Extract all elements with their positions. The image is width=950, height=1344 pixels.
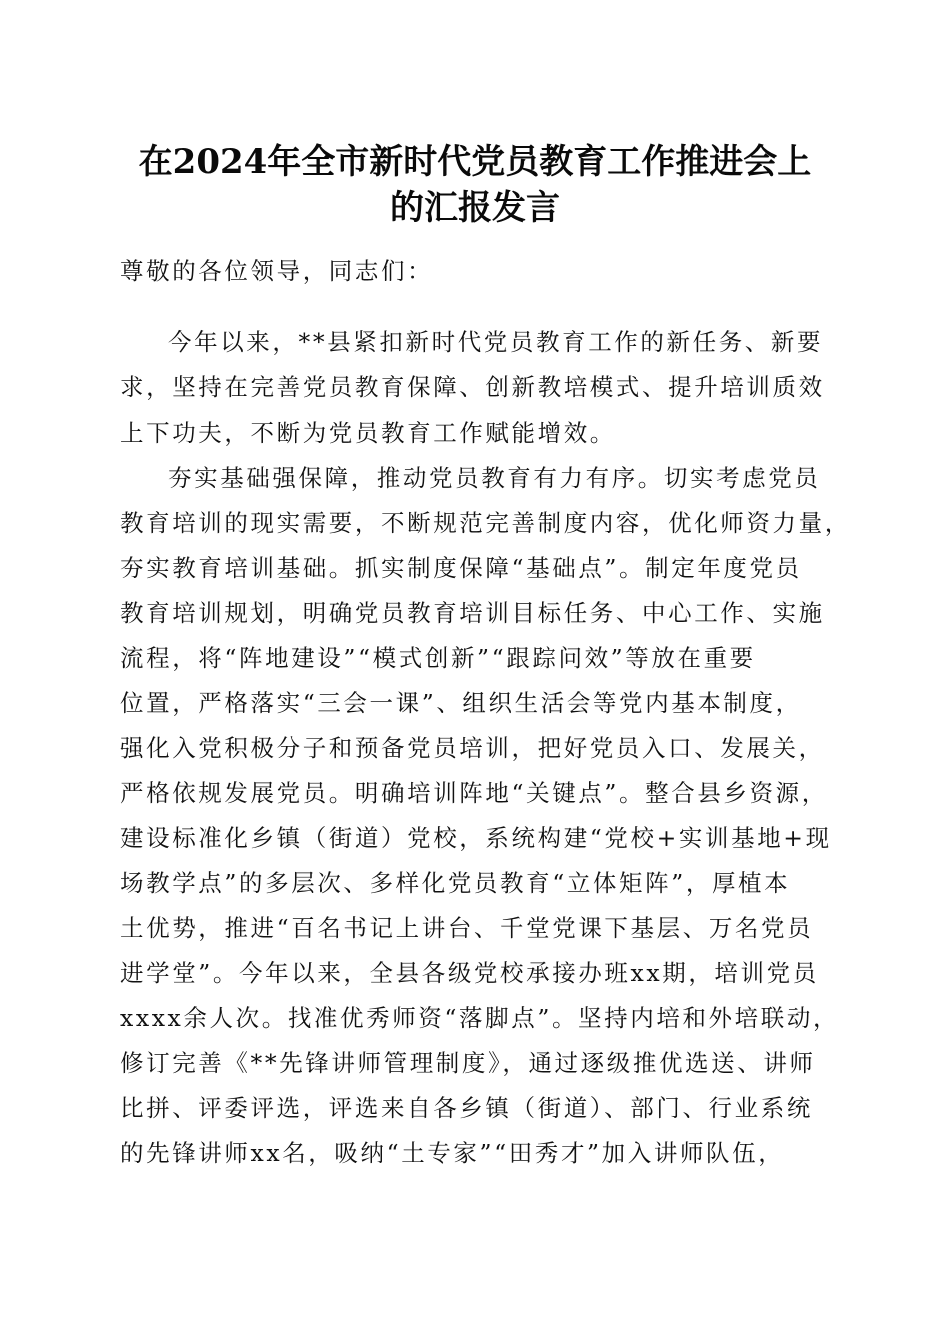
paragraph-2-line: 土优势，推进“百名书记上讲台、千堂党课下基层、万名党员 (120, 914, 814, 942)
paragraph-2-line: 严格依规发展党员。明确培训阵地“关键点”。整合县乡资源， (120, 779, 828, 807)
paragraph-1-line: 求，坚持在完善党员教育保障、创新教培模式、提升培训质效 (120, 373, 825, 401)
paragraph-2-line: 比拼、评委评选，评选来自各乡镇（街道）、部门、行业系统 (120, 1094, 813, 1122)
paragraph-2-line: 位置，严格落实“三会一课”、组织生活会等党内基本制度， (120, 689, 802, 717)
paragraph-2-line: 强化入党积极分子和预备党员培训，把好党员入口、发展关， (120, 734, 825, 762)
paragraph-2-line: 教育培训规划，明确党员教育培训目标任务、中心工作、实施 (120, 599, 825, 627)
document-title-line-2: 的汇报发言 (390, 188, 560, 228)
paragraph-1-line: 今年以来，**县紧扣新时代党员教育工作的新任务、新要 (168, 328, 824, 356)
paragraph-2-line: 场教学点”的多层次、多样化党员教育“立体矩阵”，厚植本 (120, 869, 791, 897)
paragraph-2-line: 建设标准化乡镇（街道）党校，系统构建“党校+实训基地+现 (120, 824, 832, 852)
paragraph-1-line: 上下功夫，不断为党员教育工作赋能增效。 (120, 419, 616, 447)
paragraph-2-line: xxxx余人次。找准优秀师资“落脚点”。坚持内培和外培联动， (120, 1004, 840, 1032)
salutation: 尊敬的各位领导，同志们： (120, 257, 434, 285)
document-title-line-1: 在2024年全市新时代党员教育工作推进会上 (138, 142, 812, 182)
paragraph-2-line: 夯实基础强保障，推动党员教育有力有序。切实考虑党员 (168, 464, 821, 492)
paragraph-2-line: 进学堂”。今年以来，全县各级党校承接办班xx期，培训党员 (120, 959, 819, 987)
paragraph-2-line: 修订完善《**先锋讲师管理制度》，通过逐级推优选送、讲师 (120, 1049, 816, 1077)
paragraph-2-line: 的先锋讲师xx名，吸纳“土专家”“田秀才”加入讲师队伍， (120, 1139, 785, 1167)
paragraph-2-line: 流程，将“阵地建设”“模式创新”“跟踪问效”等放在重要 (120, 644, 756, 672)
paragraph-2-line: 夯实教育培训基础。抓实制度保障“基础点”。制定年度党员 (120, 554, 802, 582)
paragraph-2-line: 教育培训的现实需要，不断规范完善制度内容，优化师资力量， (120, 509, 851, 537)
